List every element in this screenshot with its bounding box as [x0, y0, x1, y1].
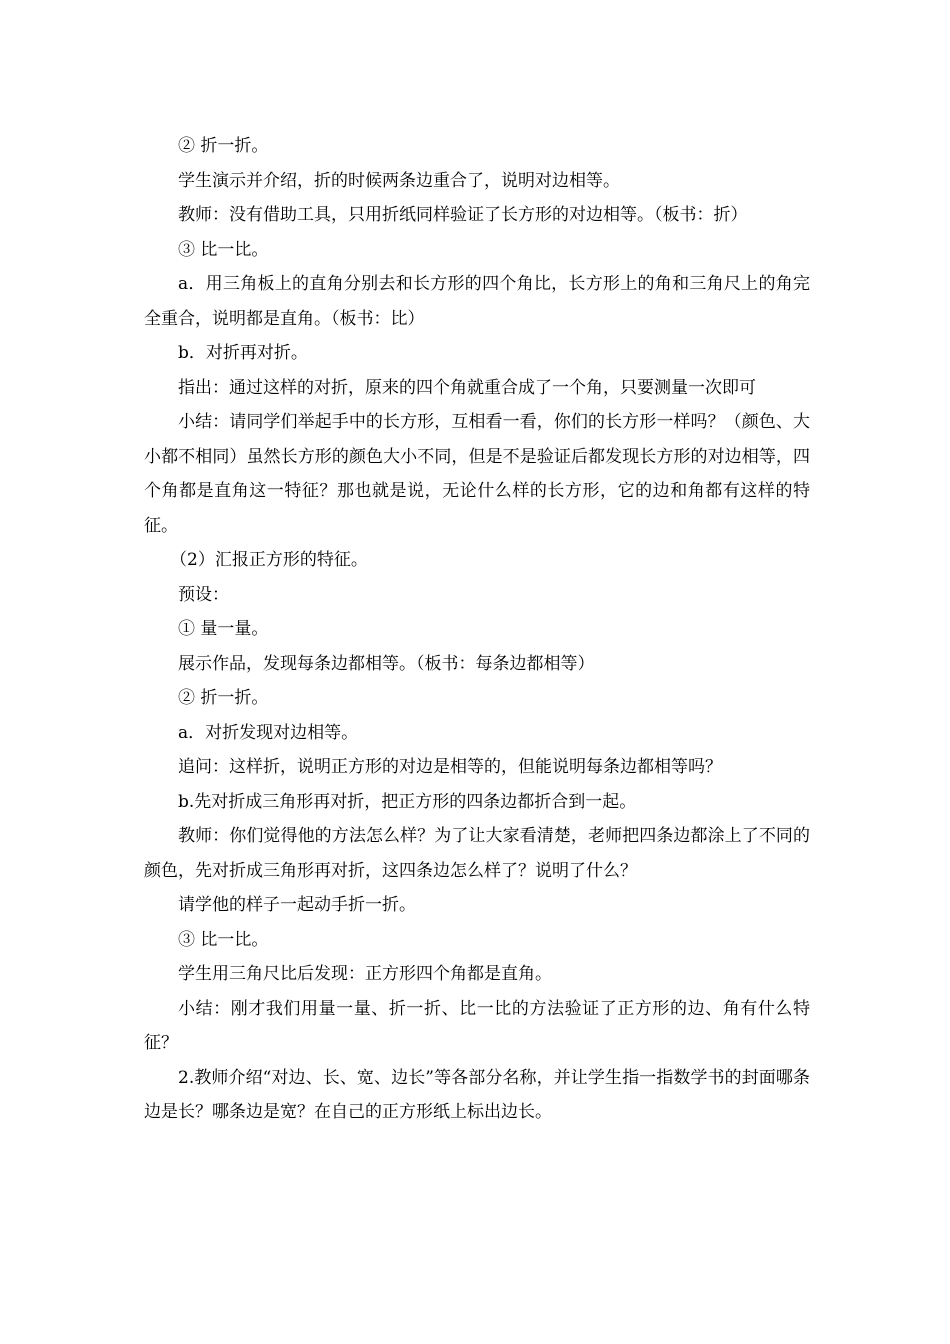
paragraph-student-demo: 学生演示并介绍，折的时候两条边重合了，说明对边相等。 [178, 170, 620, 191]
paragraph-item-b-triangle-fold: b.先对折成三角形再对折，把正方形的四条边都折合到一起。 [178, 791, 637, 812]
paragraph-right-angles: 学生用三角尺比后发现：正方形四个角都是直角。 [178, 964, 552, 984]
paragraph-follow-up: 追问：这样折，说明正方形的对边是相等的，但能说明每条边都相等吗？ [178, 757, 722, 777]
paragraph-measure-square: ① 量一量。 [178, 619, 269, 639]
paragraph-summary-rectangle: 小结：请同学们举起手中的长方形，互相看一看，你们的长方形一样吗？（颜色、大小都不相同）虽然长方形的颜色大小不同，但是不是验证后都发现长方形的对边相等，四个角都是直角这一特征？那也就是说，无论什么样的长方形，它的边和角都有这样的特征。 [144, 412, 810, 536]
paragraph-compare-rectangle: ③ 比一比。 [178, 239, 269, 260]
paragraph-compare-square: ③ 比一比。 [178, 929, 269, 950]
paragraph-teacher-fold: 教师：没有借助工具，只用折纸同样验证了长方形的对边相等。（板书：折） [178, 205, 748, 225]
paragraph-item-b-fold-twice: b．对折再对折。 [178, 343, 308, 363]
paragraph-try-fold: 请学他的样子一起动手折一折。 [178, 895, 416, 915]
paragraph-part-names: 2.教师介绍“对边、长、宽、边长”等各部分名称，并让学生指一指数学书的封面哪条边是长？哪条边是宽？在自己的正方形纸上标出边长。 [144, 1067, 810, 1122]
paragraph-item-a-opposite: a．对折发现对边相等。 [178, 722, 359, 743]
paragraph-preset: 预设： [178, 584, 229, 605]
paragraph-square-heading: （2）汇报正方形的特征。 [170, 550, 368, 570]
paragraph-show-work: 展示作品，发现每条边都相等。（板书：每条边都相等） [178, 653, 595, 674]
document-body [144, 129, 810, 1130]
paragraph-teacher-colors: 教师：你们觉得他的方法怎么样？为了让大家看清楚，老师把四条边都涂上了不同的颜色，先对折成三角形再对折，这四条边怎么样了？说明了什么？ [144, 826, 810, 881]
paragraph-fold-square: ② 折一折。 [178, 688, 269, 708]
paragraph-item-a-triangle: a．用三角板上的直角分别去和长方形的四个角比，长方形上的角和三角尺上的角完全重合，说明都是直角。（板书：比） [144, 274, 810, 329]
paragraph-summary-square: 小结：刚才我们用量一量、折一折、比一比的方法验证了正方形的边、角有什么特征？ [144, 998, 810, 1053]
paragraph-point-out: 指出：通过这样的对折，原来的四个角就重合成了一个角，只要测量一次即可 [178, 377, 756, 398]
paragraph-fold-rectangle: ② 折一折。 [178, 136, 269, 156]
